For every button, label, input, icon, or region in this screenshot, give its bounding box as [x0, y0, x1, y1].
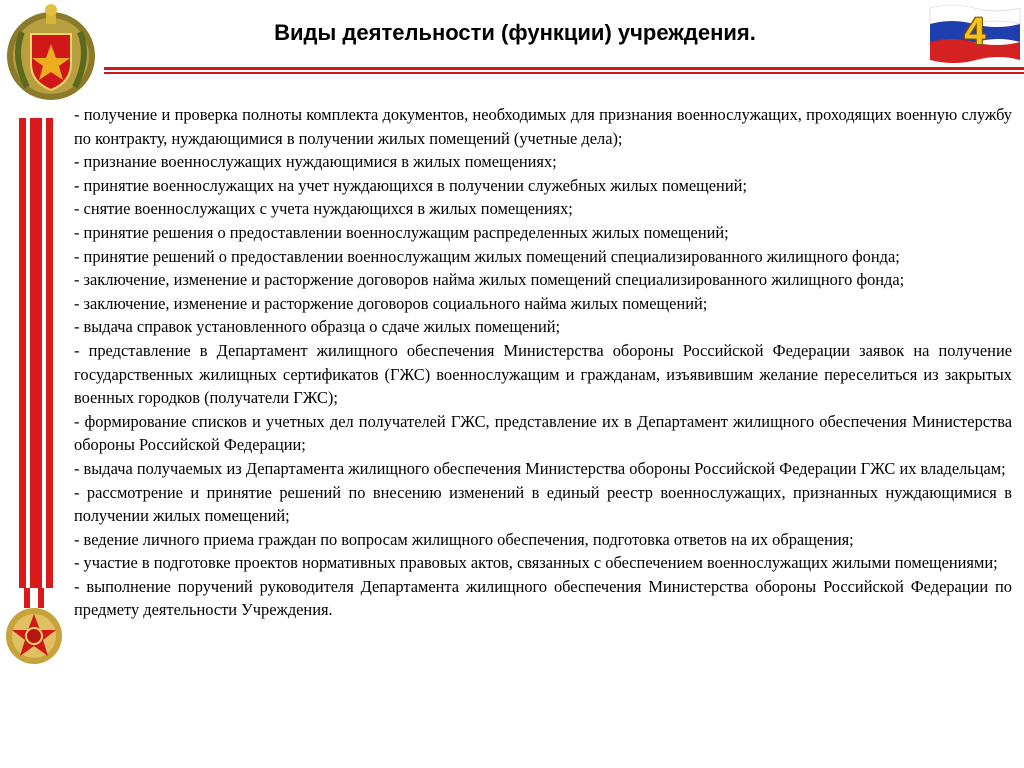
military-emblem-icon [2, 2, 100, 102]
list-item: - заключение, изменение и расторжение договоров найма жилых помещений специализированного жилищного фонда; [74, 270, 905, 290]
functions-list [74, 103, 1012, 622]
list-item: - представление в Департамент жилищного обеспечения Министерства обороны Российской Федерации заявок на получение государственных жилищных сертификатов (ГЖС) военнослужащим и гражданам, изъявившим желание переселиться из закрытых военных городков (получатели ГЖС); [74, 340, 1012, 408]
list-item: - заключение, изменение и расторжение договоров социального найма жилых помещений; [74, 293, 708, 313]
list-item: - рассмотрение и принятие решений по внесению изменений в единый реестр военнослужащих, признанных нуждающимися в получении жилых помещений; [74, 482, 1012, 526]
page-title: Виды деятельности (функции) учреждения. [274, 20, 756, 45]
slide-number: 4 [964, 11, 986, 53]
header-divider-secondary [104, 72, 1024, 74]
list-item: - выдача получаемых из Департамента жилищного обеспечения Министерства обороны Российской Федерации ГЖС их владельцам; [74, 458, 1006, 478]
list-item: - формирование списков и учетных дел получателей ГЖС, представление их в Департамент жилищного обеспечения Министерства обороны Российской Федерации; [74, 411, 1012, 455]
list-item: - ведение личного приема граждан по вопросам жилищного обеспечения, подготовка ответов на их обращения; [74, 529, 854, 549]
header-divider [104, 67, 1024, 70]
list-item: - признание военнослужащих нуждающимися в жилых помещениях; [74, 152, 557, 172]
list-item: - принятие решения о предоставлении военнослужащим распределенных жилых помещений; [74, 222, 729, 242]
order-medal-icon [2, 588, 66, 674]
list-item: - принятие решений о предоставлении военнослужащим жилых помещений специализированного жилищного фонда; [74, 246, 900, 266]
list-item: - принятие военнослужащих на учет нуждающихся в получении служебных жилых помещений; [74, 175, 747, 195]
list-item: - получение и проверка полноты комплекта документов, необходимых для признания военнослужащих, проходящих военную службу по контракту, нуждающимися в получении жилых помещений (учетные дела); [74, 105, 1012, 148]
list-item: - выдача справок установленного образца о сдаче жилых помещений; [74, 317, 561, 337]
decorative-ribbon [16, 118, 56, 588]
list-item: - участие в подготовке проектов нормативных правовых актов, связанных с обеспечением военнослужащих жилыми помещениями; [74, 553, 998, 573]
list-item: - снятие военнослужащих с учета нуждающихся в жилых помещениях; [74, 199, 573, 219]
list-item: - выполнение поручений руководителя Департамента жилищного обеспечения Министерства обороны Российской Федерации по предмету деятельности Учреждения. [74, 576, 1012, 620]
